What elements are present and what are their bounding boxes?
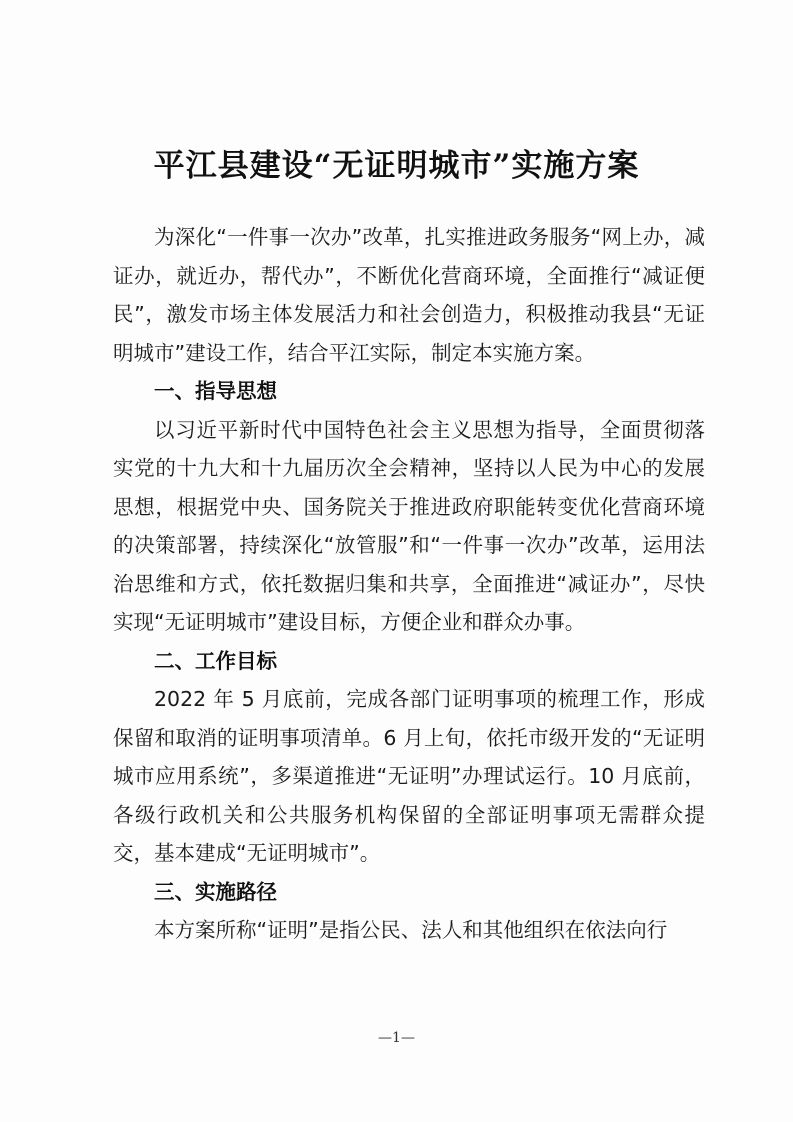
document-body	[113, 218, 705, 950]
section-paragraph-guiding-ideology: 以习近平新时代中国特色社会主义思想为指导，全面贯彻落实党的十九大和十九届历次全会精神，坚持以人民为中心的发展思想，根据党中央、国务院关于推进政府职能转变优化营商环境的决策部署，持续深化“放管服”和“一件事一次办”改革，运用法治思维和方式，依托数据归集和共享，全面推进“减证办”，尽快实现“无证明城市”建设目标，方便企业和群众办事。	[113, 417, 705, 634]
section-paragraph-work-goals: 2022 年 5 月底前，完成各部门证明事项的梳理工作，形成保留和取消的证明事项清单。6 月上旬，依托市级开发的“无证明城市应用系统”，多渠道推进“无证明”办理试运行。10 月底前，各级行政机关和公共服务机构保留的全部证明事项无需群众提交，基本建成“无证明城市”。	[113, 687, 705, 865]
section-heading-guiding-ideology: 一、指导思想	[154, 379, 277, 403]
page-number: —1—	[378, 1030, 415, 1046]
section-paragraph-implementation-path: 本方案所称“证明”是指公民、法人和其他组织在依法向行	[154, 918, 668, 942]
section-heading-work-goals: 二、工作目标	[154, 648, 277, 673]
section-heading-implementation-path: 三、实施路径	[154, 879, 277, 904]
intro-paragraph: 为深化“一件事一次办”改革，扎实推进政务服务“网上办，减证办，就近办，帮代办”，不断优化营商环境，全面推行“减证便民”，激发市场主体发展活力和社会创造力，积极推动我县“无证明城市”建设工作，结合平江实际，制定本实施方案。	[113, 225, 705, 365]
document-title: 平江县建设“无证明城市”实施方案	[153, 148, 640, 184]
